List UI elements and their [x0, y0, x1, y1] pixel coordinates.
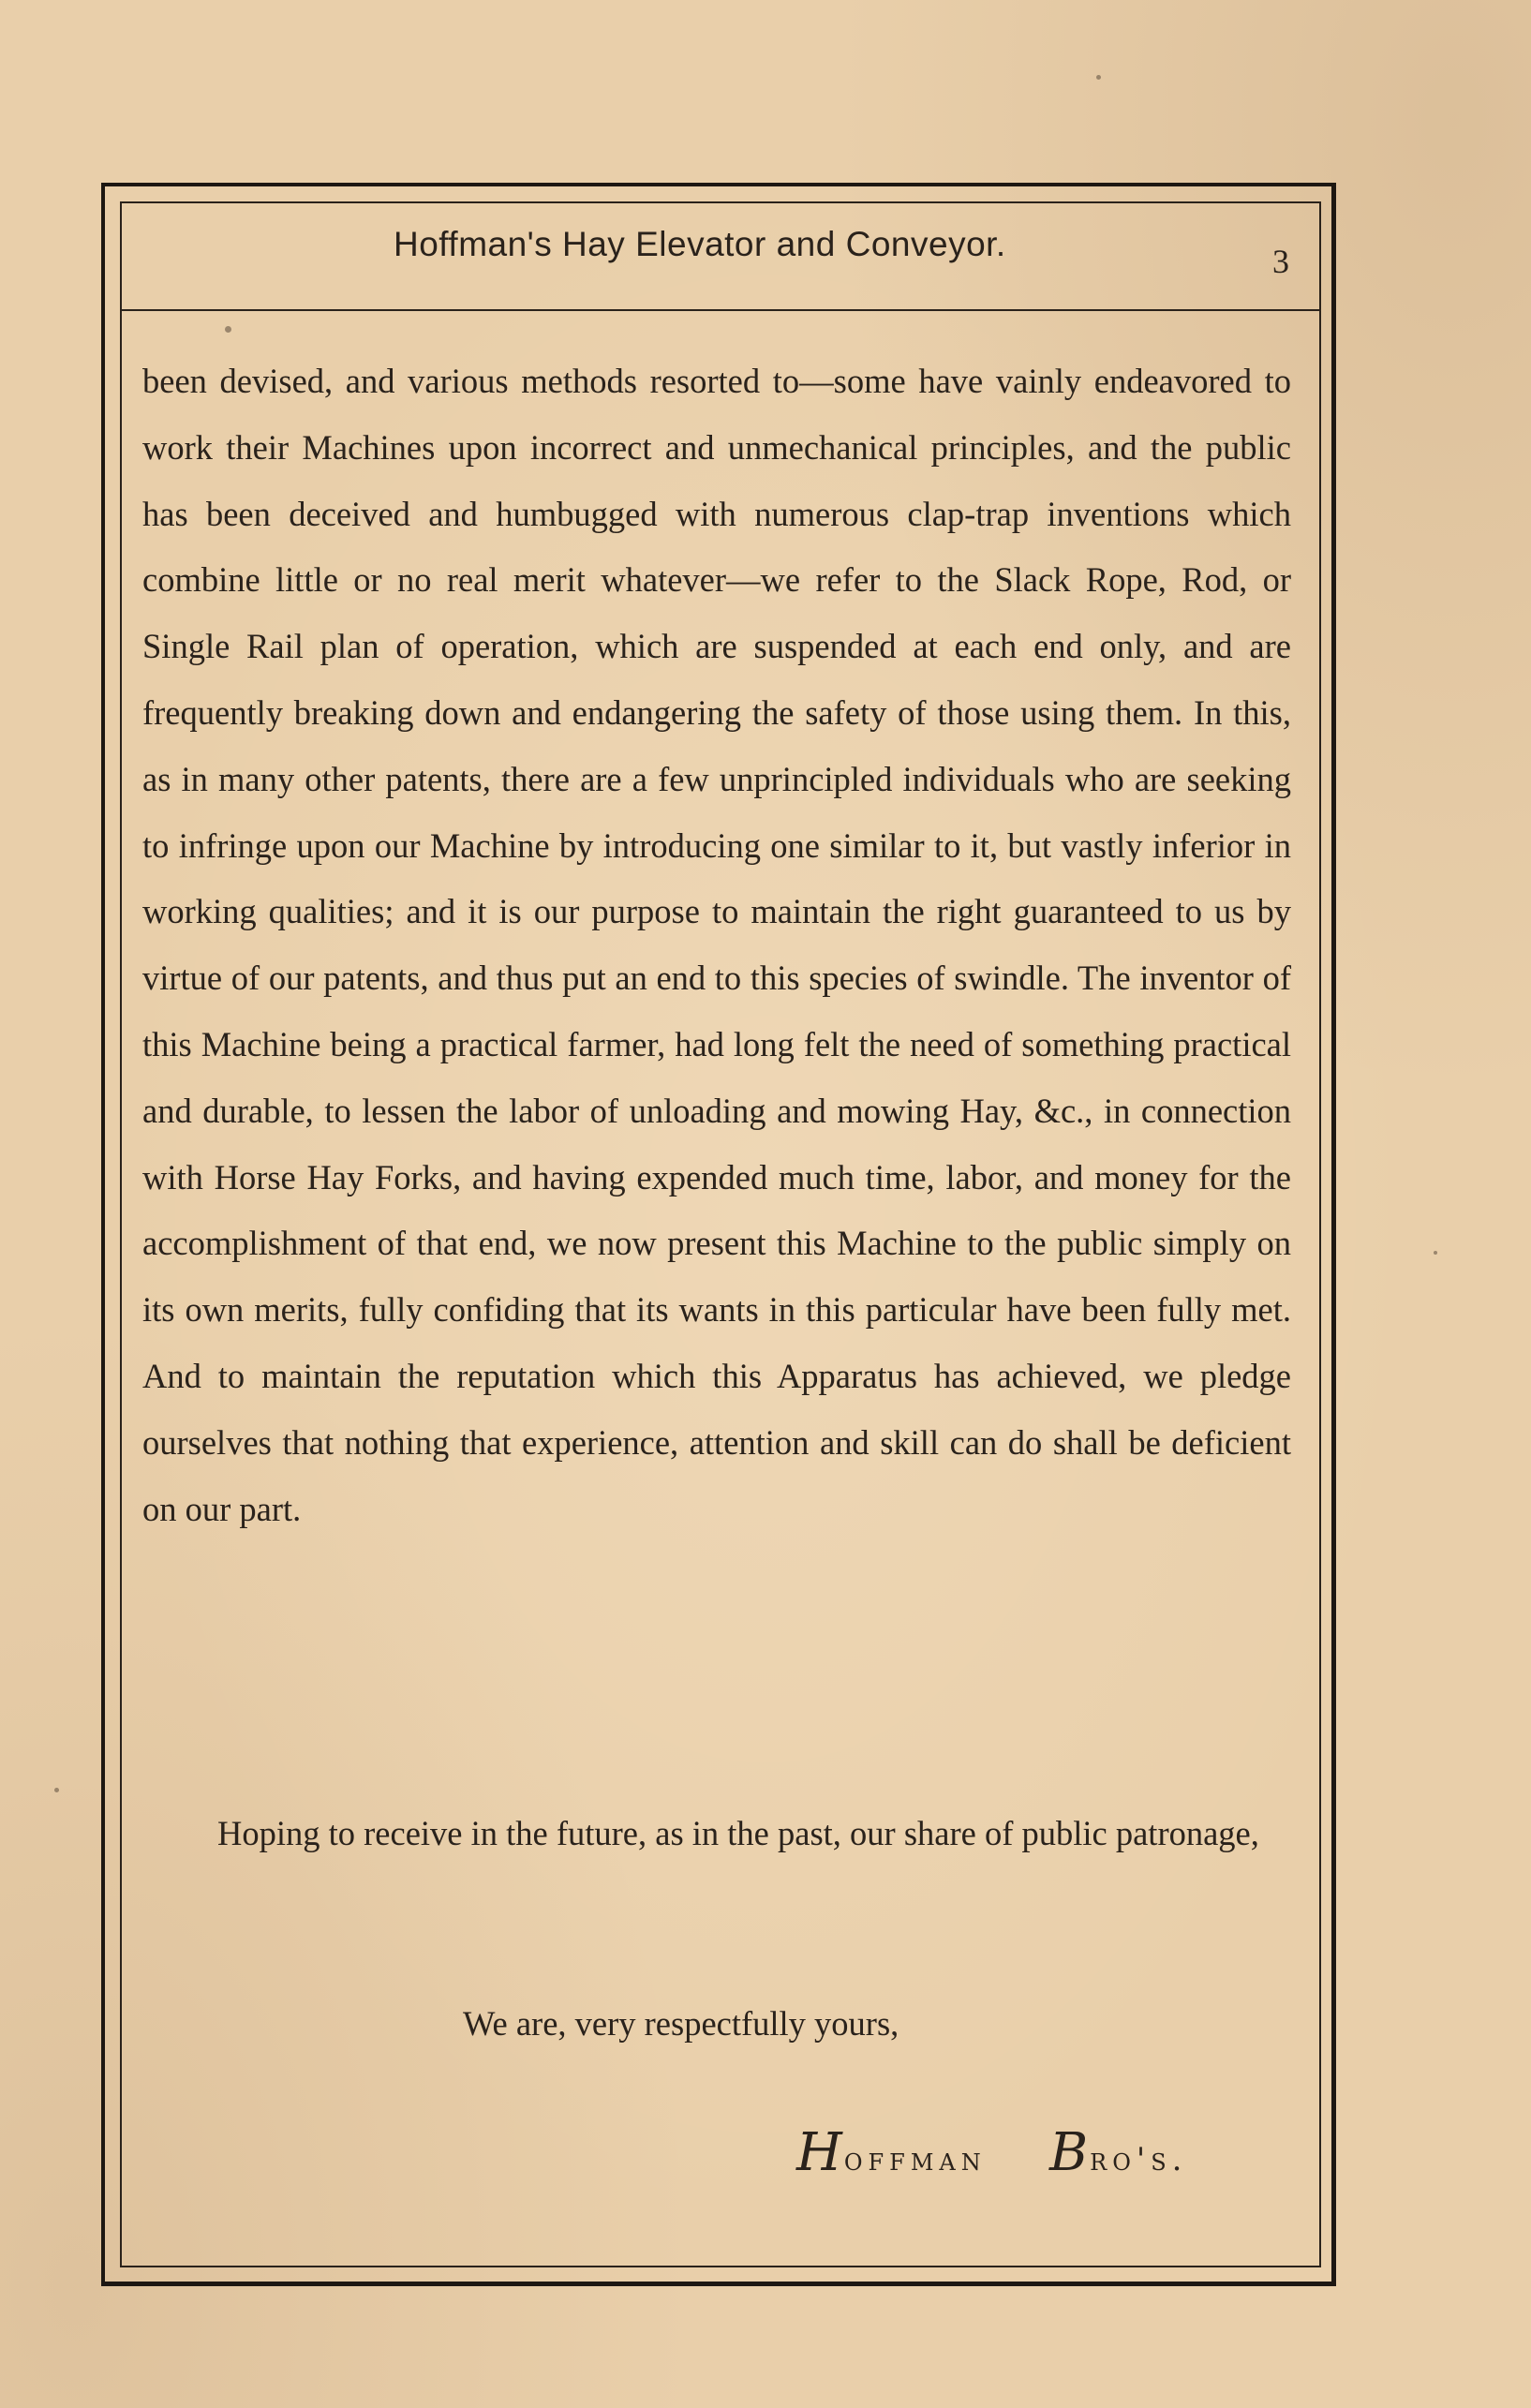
paper-speck — [1096, 75, 1101, 80]
paper-speck — [54, 1788, 59, 1792]
signature-suffix: ro's. — [1090, 2141, 1188, 2178]
paper-speck — [225, 326, 231, 333]
page-number: 3 — [1272, 243, 1289, 280]
page-header-title: Hoffman's Hay Elevator and Conveyor. — [394, 225, 1006, 263]
closing-paragraph: Hoping to receive in the future, as in the past, our share of public patronage, — [217, 1814, 1259, 1852]
body-paragraph: been devised, and various methods resorted to—some have vainly endeavored to work their Machines upon incorrect and unmechanical principles, and the public has been deceived and humbugged with numerous clap-trap inventions which combine little or no real merit whatever—we refer to the Slack Rope, Rod, or Single Rail plan of operation, which are suspended at each end only, and are frequently breaking down and endangering the safety of those using them. In this, as in many other patents, there are a few unprincipled individuals who are seeking to infringe upon our Machine by introducing one similar to it, but vastly inferior in working qualities; and it is our purpose to maintain the right guaranteed to us by virtue of our patents, and thus put an end to this species of swindle. The inventor of this Machine being a practical farmer, had long felt the need of something practical and durable, to lessen the labor of unloading and mowing Hay, &c., in connection with Horse Hay Forks, and having expended much time, labor, and money for the accomplishment of that end, we now present this Machine to the public simply on its own merits, fully confiding that its wants in this particular have been fully met. And to maintain the reputation which this Apparatus has achieved, we pledge ourselves that nothing that experience, attention and skill can do shall be deficient on our part. — [142, 362, 1291, 1528]
signature-initial-b: B — [1048, 2122, 1091, 2183]
signature — [796, 2122, 1187, 2183]
signature-initial-h: H — [796, 2122, 844, 2183]
valediction: We are, very respectfully yours, — [463, 2004, 899, 2043]
signature-surname: offman — [843, 2141, 987, 2178]
main-text — [142, 349, 1291, 1542]
header-divider — [122, 309, 1319, 311]
paper-speck — [1434, 1251, 1437, 1255]
